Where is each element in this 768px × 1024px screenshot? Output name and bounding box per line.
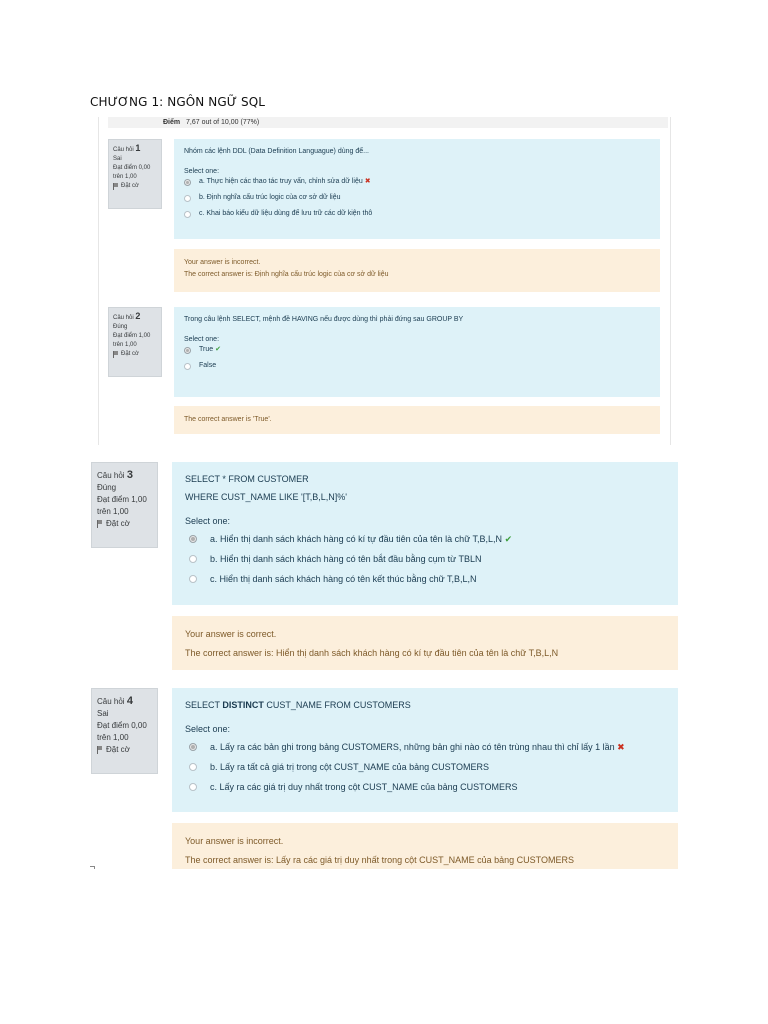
answer-option-false[interactable] bbox=[184, 361, 650, 371]
feedback-text: Your answer is incorrect. bbox=[185, 836, 284, 846]
flag-label: Đặt cờ bbox=[121, 351, 139, 357]
option-label: a. Thực hiện các thao tác truy vấn, chỉnh sửa dữ liệu bbox=[199, 178, 363, 185]
question-points: Đạt điểm 0,00 bbox=[97, 721, 147, 730]
question-text: Nhóm các lệnh DDL (Data Definition Languague) dùng để... bbox=[184, 148, 369, 155]
answer-option-true[interactable] bbox=[184, 345, 650, 355]
score-value: 7,67 out of 10,00 (77%) bbox=[186, 119, 260, 126]
radio-button[interactable] bbox=[189, 575, 197, 583]
flag-question-button[interactable] bbox=[97, 518, 152, 530]
question-max: trên 1,00 bbox=[113, 342, 137, 348]
flag-question-button[interactable] bbox=[97, 744, 152, 756]
question-2-content bbox=[174, 307, 660, 397]
question-1-content bbox=[174, 139, 660, 239]
question-3-content bbox=[172, 462, 678, 605]
option-label: b. Định nghĩa cấu trúc logic của cơ sở dữ liệu bbox=[199, 194, 341, 201]
frame-right bbox=[670, 117, 671, 445]
answer-option-b[interactable] bbox=[184, 193, 650, 203]
radio-button[interactable] bbox=[184, 211, 191, 218]
question-1-feedback bbox=[174, 249, 660, 292]
flag-icon bbox=[97, 520, 103, 528]
question-text-line-2: WHERE CUST_NAME LIKE '[T,B,L,N]%' bbox=[185, 492, 347, 502]
question-state: Đúng bbox=[97, 483, 117, 492]
radio-button[interactable] bbox=[189, 763, 197, 771]
radio-button[interactable] bbox=[189, 535, 197, 543]
select-one-label: Select one: bbox=[184, 168, 220, 175]
radio-button[interactable] bbox=[184, 347, 191, 354]
score-summary bbox=[108, 117, 668, 128]
question-points: Đạt điểm 0,00 bbox=[113, 165, 151, 171]
radio-button[interactable] bbox=[189, 743, 197, 751]
answer-option-c[interactable] bbox=[184, 209, 650, 219]
select-one-label: Select one: bbox=[184, 336, 220, 343]
frame-left bbox=[98, 117, 99, 445]
radio-button[interactable] bbox=[184, 195, 191, 202]
flag-question-button[interactable] bbox=[113, 182, 157, 191]
question-text-keyword: DISTINCT bbox=[222, 700, 264, 710]
question-state: Sai bbox=[97, 709, 109, 718]
question-number: 2 bbox=[135, 311, 141, 321]
question-label: Câu hỏi bbox=[113, 315, 134, 321]
document-title: CHƯƠNG 1: NGÔN NGỮ SQL bbox=[90, 95, 266, 109]
correct-answer-text: The correct answer is: Lấy ra các giá trị duy nhất trong cột CUST_NAME của bảng CUSTOMERS bbox=[185, 855, 574, 865]
answer-option-c[interactable] bbox=[185, 780, 665, 794]
option-label: a. Lấy ra các bản ghi trong bảng CUSTOMERS, những bản ghi nào có tên trùng nhau thì chỉ lấy 1 lần bbox=[210, 742, 615, 752]
radio-button[interactable] bbox=[189, 783, 197, 791]
question-4-feedback bbox=[172, 823, 678, 869]
question-4-content bbox=[172, 688, 678, 812]
answer-option-a[interactable] bbox=[184, 177, 650, 187]
question-label: Câu hỏi bbox=[113, 147, 134, 153]
option-label: a. Hiển thị danh sách khách hàng có kí tự đầu tiên của tên là chữ T,B,L,N bbox=[210, 534, 503, 544]
incorrect-icon: ✖ bbox=[364, 178, 371, 185]
option-label: b. Hiển thị danh sách khách hàng có tên bắt đầu bằng cụm từ TBLN bbox=[210, 554, 482, 564]
question-text: Trong câu lệnh SELECT, mệnh đề HAVING nếu được dùng thì phải đứng sau GROUP BY bbox=[184, 316, 464, 323]
flag-label: Đặt cờ bbox=[106, 519, 130, 528]
option-label: False bbox=[199, 362, 217, 369]
question-number: 4 bbox=[126, 695, 133, 707]
question-points: Đạt điểm 1,00 bbox=[97, 495, 147, 504]
question-state: Đúng bbox=[113, 324, 128, 330]
question-3-feedback bbox=[172, 616, 678, 670]
question-max: trên 1,00 bbox=[113, 174, 137, 180]
answer-option-b[interactable] bbox=[185, 552, 665, 566]
flag-label: Đặt cờ bbox=[121, 183, 139, 189]
question-points: Đạt điểm 1,00 bbox=[113, 333, 151, 339]
correct-answer-text: The correct answer is: Hiển thị danh sách khách hàng có kí tự đầu tiên của tên là chữ T,B,L,N bbox=[185, 648, 559, 658]
option-label: c. Khai báo kiểu dữ liệu dùng để lưu trữ các dữ kiện thô bbox=[199, 210, 373, 217]
question-state: Sai bbox=[113, 156, 122, 162]
question-2-info bbox=[108, 307, 162, 377]
question-3-info bbox=[91, 462, 158, 548]
answer-option-a[interactable] bbox=[185, 532, 665, 546]
question-text-prefix: SELECT bbox=[185, 700, 223, 710]
option-label: b. Lấy ra tất cả giá trị trong cột CUST_NAME của bảng CUSTOMERS bbox=[210, 762, 489, 772]
question-text-line-1: SELECT * FROM CUSTOMER bbox=[185, 474, 309, 484]
select-one-label: Select one: bbox=[185, 724, 231, 734]
answer-option-b[interactable] bbox=[185, 760, 665, 774]
radio-button[interactable] bbox=[189, 555, 197, 563]
correct-icon: ✔ bbox=[504, 534, 513, 544]
correct-answer-text: The correct answer is: Định nghĩa cấu trúc logic của cơ sở dữ liệu bbox=[184, 271, 389, 278]
correct-answer-text: The correct answer is 'True'. bbox=[184, 416, 272, 423]
question-text-suffix: CUST_NAME FROM CUSTOMERS bbox=[263, 700, 411, 710]
flag-question-button[interactable] bbox=[113, 350, 157, 359]
radio-button[interactable] bbox=[184, 179, 191, 186]
question-number: 1 bbox=[135, 143, 141, 153]
answer-option-c[interactable] bbox=[185, 572, 665, 586]
radio-button[interactable] bbox=[184, 363, 191, 370]
paragraph-mark bbox=[90, 866, 95, 869]
option-label: True bbox=[199, 346, 214, 353]
question-max: trên 1,00 bbox=[97, 507, 129, 516]
question-max: trên 1,00 bbox=[97, 733, 129, 742]
flag-icon bbox=[113, 351, 118, 358]
question-4-info bbox=[91, 688, 158, 774]
feedback-text: Your answer is correct. bbox=[185, 629, 277, 639]
option-label: c. Hiển thị danh sách khách hàng có tên kết thúc bằng chữ T,B,L,N bbox=[210, 574, 477, 584]
question-label: Câu hỏi bbox=[97, 697, 125, 706]
option-label: c. Lấy ra các giá trị duy nhất trong cột CUST_NAME của bảng CUSTOMERS bbox=[210, 782, 518, 792]
flag-label: Đặt cờ bbox=[106, 745, 130, 754]
answer-option-a[interactable] bbox=[185, 740, 665, 754]
question-1-info bbox=[108, 139, 162, 209]
incorrect-icon: ✖ bbox=[617, 742, 625, 752]
correct-icon: ✔ bbox=[215, 346, 221, 353]
flag-icon bbox=[97, 746, 103, 754]
question-text bbox=[185, 698, 665, 712]
feedback-text: Your answer is incorrect. bbox=[184, 259, 261, 266]
score-label: Điểm bbox=[163, 119, 181, 126]
question-number: 3 bbox=[126, 469, 133, 481]
question-label: Câu hỏi bbox=[97, 471, 125, 480]
quiz-screenshot-1 bbox=[98, 117, 671, 445]
question-2-feedback bbox=[174, 406, 660, 434]
select-one-label: Select one: bbox=[185, 516, 231, 526]
flag-icon bbox=[113, 183, 118, 190]
